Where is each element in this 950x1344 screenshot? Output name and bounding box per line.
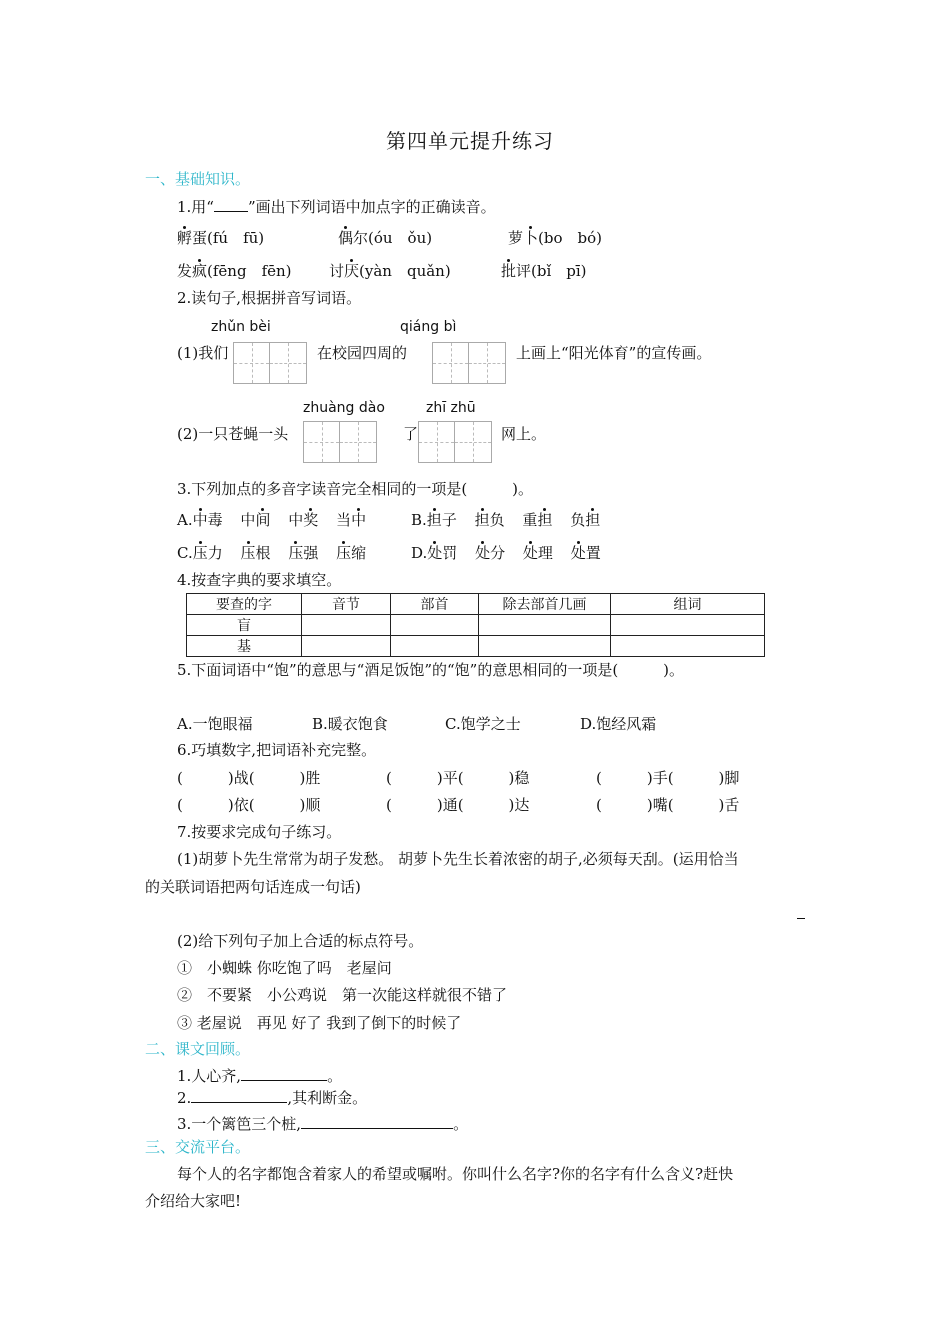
dictionary-table [186,593,765,657]
exchange-text-line1: 每个人的名字都饱含着家人的希望或嘱咐。你叫什么名字?你的名字有什么含义?赶快 [177,1165,734,1183]
q7-prompt: 7.按要求完成句子练习。 [177,823,342,841]
q5-prompt: 5.下面词语中“饱”的意思与“酒足饭饱”的“饱”的意思相同的一项是( )。 [177,661,685,679]
q6-idiom: ( )平( )稳 [386,769,530,787]
q5-option-c: C.饱学之士 [445,715,521,733]
q5-option-d: D.饱经风霜 [580,715,657,733]
q3-option-d: D.处罚 处分 处理 处置 [411,544,601,562]
q1-item-3: 萝卜(bo bó) [508,229,603,247]
table-cell-blank[interactable] [611,615,765,636]
table-cell: 基 [187,636,302,657]
answer-grid-zhuangdao[interactable] [303,421,377,463]
q3-prompt: 3.下列加点的多音字读音完全相同的一项是( )。 [177,480,534,498]
q3-option-a: A.中毒 中间 中奖 当中 [177,511,367,529]
table-cell-blank[interactable] [479,615,611,636]
q5-option-b: B.暖衣饱食 [312,715,388,733]
pinyin-qiangbi: qiáng bì [400,319,457,335]
q1-item-1: 孵蛋(fú fū) [177,229,265,247]
answer-grid-zhizhu[interactable] [418,421,492,463]
table-cell-blank[interactable] [302,615,391,636]
answer-blank[interactable] [241,1080,327,1081]
q7-part1-line1: (1)胡萝卜先生常常为胡子发愁。 胡萝卜先生长着浓密的胡子,必须每天刮。(运用恰当 [177,850,739,868]
table-header: 除去部首几画 [479,594,611,615]
q7-part1-line2: 的关联词语把两句话连成一句话) [145,878,361,896]
answer-line[interactable] [797,918,805,919]
q6-idiom: ( )手( )脚 [596,769,740,787]
q1-item-5: 讨厌(yàn quǎn) [329,262,451,280]
pinyin-zhunbei: zhǔn bèi [211,319,271,335]
answer-grid-qiangbi[interactable] [432,342,506,384]
table-cell-blank[interactable] [391,615,479,636]
table-cell-blank[interactable] [302,636,391,657]
table-header: 要查的字 [187,594,302,615]
section-heading-exchange: 三、交流平台。 [145,1138,251,1156]
q5-option-a: A.一饱眼福 [177,715,253,733]
q6-prompt: 6.巧填数字,把词语补充完整。 [177,741,377,759]
q6-idiom: ( )战( )胜 [177,769,321,787]
table-cell-blank[interactable] [479,636,611,657]
q2-s2-part-c: 网上。 [501,425,547,443]
q1-item-4: 发疯(fēng fēn) [177,262,292,280]
review-item-3: 3.一个篱笆三个桩, 。 [177,1115,469,1133]
page-title: 第四单元提升练习 [386,129,554,153]
q3-option-c: C.压力 压根 压强 压缩 [177,544,367,562]
q2-s1-part-a: (1)我们 [177,344,229,362]
q6-idiom: ( )依( )顺 [177,796,321,814]
q7-sentence-1: ① 小蜘蛛 你吃饱了吗 老屋问 [177,959,392,977]
table-row [187,636,765,657]
section-heading-basics: 一、基础知识。 [145,170,251,188]
exchange-text-line2: 介绍给大家吧! [145,1192,242,1210]
q7-sentence-2: ② 不要紧 小公鸡说 第一次能这样就很不错了 [177,986,508,1004]
pinyin-zhizhu: zhī zhū [426,400,476,416]
table-header: 部首 [391,594,479,615]
pinyin-zhuangdao: zhuàng dào [303,400,385,416]
answer-blank[interactable] [301,1128,453,1129]
section-heading-review: 二、课文回顾。 [145,1040,251,1058]
table-cell-blank[interactable] [391,636,479,657]
q7-part2-prompt: (2)给下列句子加上合适的标点符号。 [177,932,424,950]
review-item-1: 1.人心齐, 。 [177,1067,343,1085]
table-row [187,615,765,636]
q7-sentence-3: ③ 老屋说 再见 好了 我到了倒下的时候了 [177,1014,462,1032]
table-header-row [187,594,765,615]
q4-prompt: 4.按查字典的要求填空。 [177,571,342,589]
q2-s2-part-a: (2)一只苍蝇一头 [177,425,289,443]
answer-grid-zhunbei[interactable] [233,342,307,384]
table-cell-blank[interactable] [611,636,765,657]
q3-option-b: B.担子 担负 重担 负担 [411,511,601,529]
table-header: 组词 [611,594,765,615]
q6-idiom: ( )嘴( )舌 [596,796,740,814]
review-item-2: 2. ,其利断金。 [177,1089,368,1107]
q1-item-2: 偶尔(óu ǒu) [338,229,433,247]
q1-prompt: 1.用“ ”画出下列词语中加点字的正确读音。 [177,198,496,216]
q2-s1-part-c: 上画上“阳光体育”的宣传画。 [516,344,712,362]
table-header: 音节 [302,594,391,615]
table-cell: 盲 [187,615,302,636]
q1-item-6: 批评(bǐ pī) [501,262,587,280]
q2-prompt: 2.读句子,根据拼音写词语。 [177,289,362,307]
answer-blank[interactable] [191,1102,287,1103]
q6-idiom: ( )通( )达 [386,796,530,814]
q2-s2-part-b: 了 [403,425,419,443]
q2-s1-part-b: 在校园四周的 [317,344,408,362]
